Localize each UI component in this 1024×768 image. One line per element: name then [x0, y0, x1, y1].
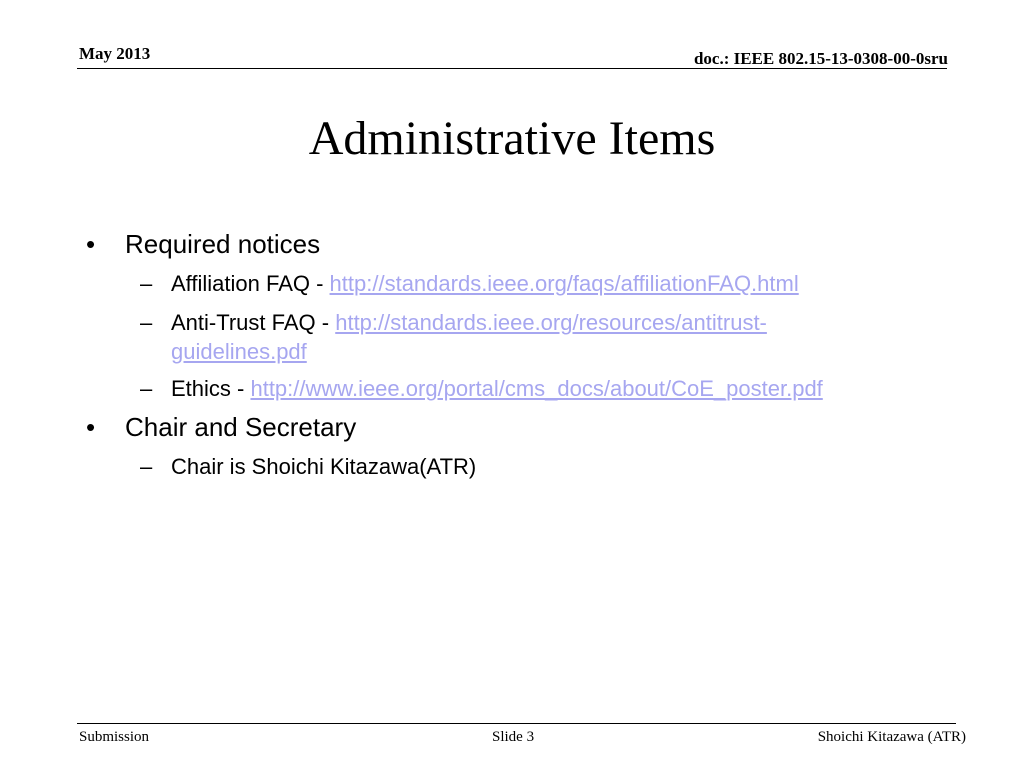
- footer-divider: [77, 723, 956, 724]
- dash-marker: –: [140, 454, 153, 479]
- header-divider: [77, 68, 947, 69]
- affiliation-faq-link[interactable]: http://standards.ieee.org/faqs/affiliationFAQ.html: [329, 271, 799, 296]
- header-doc-id: doc.: IEEE 802.15-13-0308-00-0sru: [693, 49, 948, 68]
- dash-marker: –: [140, 376, 153, 401]
- sub-item-prefix: Ethics -: [171, 376, 251, 401]
- sub-item-prefix: Anti-Trust FAQ -: [171, 310, 336, 335]
- antitrust-faq-link-continued[interactable]: guidelines.pdf: [171, 339, 307, 364]
- sub-item-prefix: Affiliation FAQ -: [171, 271, 330, 296]
- footer-submission: Submission: [79, 729, 150, 745]
- header-date: May 2013: [79, 44, 151, 63]
- ethics-link[interactable]: http://www.ieee.org/portal/cms_docs/about/CoE_poster.pdf: [250, 376, 823, 401]
- bullet-label: Required notices: [125, 229, 321, 259]
- antitrust-faq-link[interactable]: http://standards.ieee.org/resources/antitrust-: [335, 310, 767, 335]
- bullet-marker: •: [86, 412, 96, 442]
- slide-title: Administrative Items: [308, 112, 716, 165]
- bullet-label: Chair and Secretary: [125, 412, 357, 442]
- dash-marker: –: [140, 310, 153, 335]
- dash-marker: –: [140, 271, 153, 296]
- footer-slide-number: Slide 3: [492, 729, 535, 745]
- bullet-marker: •: [86, 229, 96, 259]
- footer-author: Shoichi Kitazawa (ATR): [817, 729, 966, 745]
- sub-item-text: Chair is Shoichi Kitazawa(ATR): [171, 454, 477, 479]
